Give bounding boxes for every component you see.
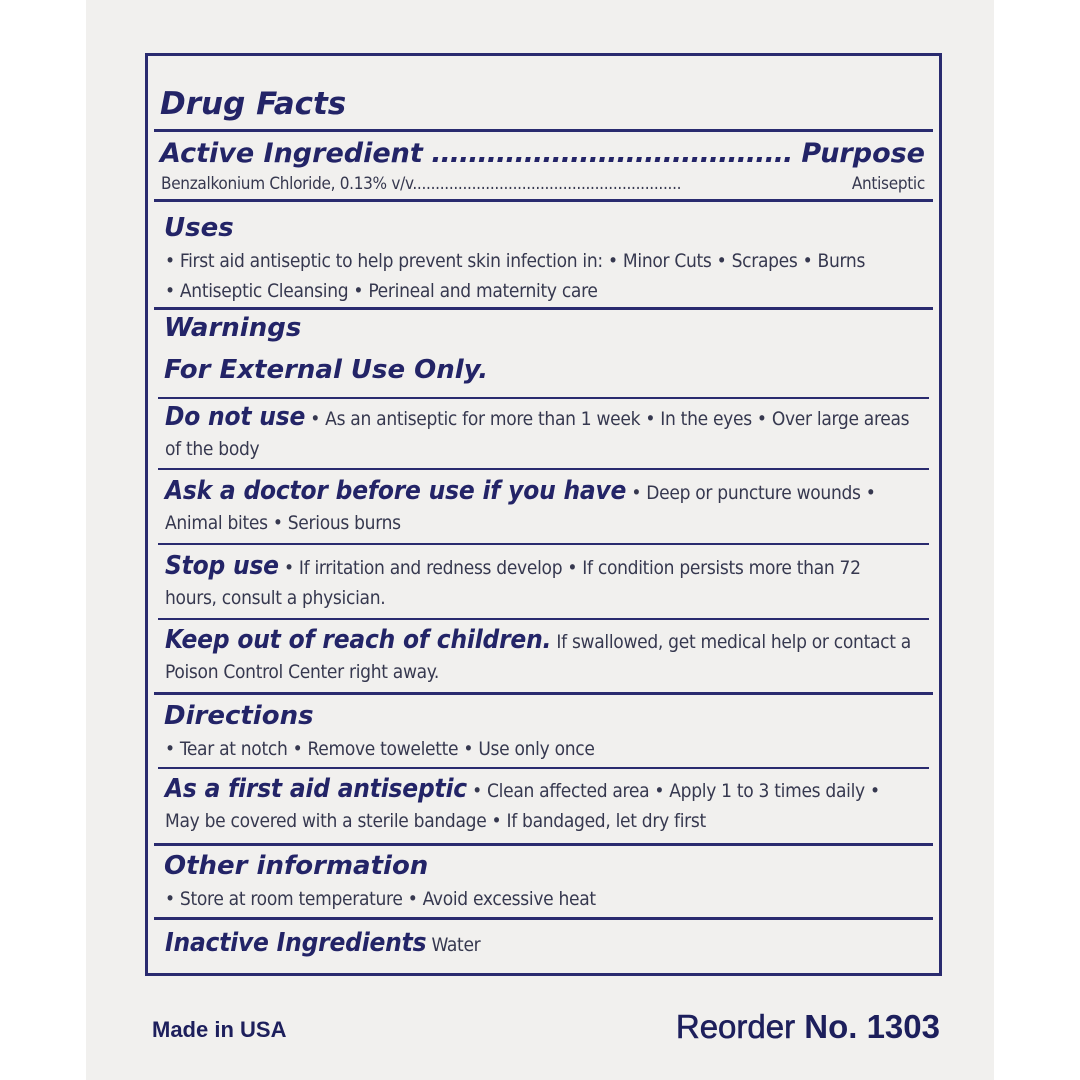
inactive-block [165, 926, 929, 962]
first-aid-block [165, 774, 899, 836]
other-info-heading: Other information [164, 851, 429, 881]
divider [154, 129, 933, 132]
ask-doctor-heading: Ask a doctor before use if you have [165, 476, 627, 506]
active-ingredient-heading [160, 138, 792, 169]
keep-out-heading: Keep out of reach of children. [165, 625, 552, 655]
do-not-use-block [165, 402, 929, 464]
ask-doctor-block [165, 476, 929, 538]
other-info-text: • Store at room temperature • Avoid excessive heat [165, 888, 596, 910]
do-not-use-heading: Do not use [165, 402, 306, 432]
divider [158, 767, 929, 769]
reorder-number: No. 1303 [804, 1008, 940, 1045]
ingredient-name: Benzalkonium Chloride, 0.13% v/v [161, 174, 413, 194]
uses-line-2: • Antiseptic Cleansing • Perineal and maternity care [165, 280, 598, 302]
divider [154, 843, 933, 846]
ask-doctor-text: • Deep or puncture wounds • Animal bites • Serious burns [165, 482, 876, 534]
inactive-text: Water [426, 934, 481, 956]
divider [154, 917, 933, 920]
divider [154, 307, 933, 310]
active-ingredient-dots: ....................................... [422, 138, 793, 169]
ingredient-purpose: Antiseptic [851, 174, 925, 194]
stop-use-block [165, 551, 899, 613]
directions-text: • Tear at notch • Remove towelette • Use only once [165, 738, 595, 760]
ingredient-line [161, 171, 759, 197]
purpose-heading: Purpose [801, 138, 925, 169]
uses-line-1: • First aid antiseptic to help prevent skin infection in: • Minor Cuts • Scrapes • Burns [165, 250, 866, 272]
first-aid-heading: As a first aid antiseptic [165, 774, 467, 804]
keep-out-block [165, 625, 915, 687]
stop-use-text: • If irritation and redness develop • If condition persists more than 72 hours, consult a physician. [165, 557, 861, 609]
inactive-heading: Inactive Ingredients [165, 928, 427, 958]
reorder-label [676, 1008, 940, 1046]
divider [158, 618, 929, 620]
first-aid-text: • Clean affected area • Apply 1 to 3 times daily • May be covered with a sterile bandage • If bandaged, let dry first [165, 780, 880, 832]
reorder-prefix: Reorder [675, 1008, 805, 1045]
drug-facts-panel [145, 53, 942, 976]
divider [158, 397, 929, 399]
stop-use-heading: Stop use [165, 551, 279, 581]
divider [154, 199, 933, 202]
panel-title: Drug Facts [160, 86, 347, 122]
divider [154, 692, 933, 695]
keep-out-text: If swallowed, get medical help or contact a Poison Control Center right away. [165, 631, 911, 683]
external-use-heading: For External Use Only. [164, 355, 489, 385]
active-ingredient-label: Active Ingredient [160, 138, 423, 169]
directions-heading: Directions [164, 701, 314, 731]
divider [158, 468, 929, 470]
do-not-use-text: • As an antiseptic for more than 1 week • In the eyes • Over large areas of the body [165, 408, 910, 460]
warnings-heading: Warnings [164, 313, 302, 343]
made-in-label: Made in USA [152, 1017, 287, 1042]
uses-heading: Uses [164, 213, 234, 243]
divider [158, 543, 929, 545]
ingredient-dots: ........................................................... [412, 174, 682, 194]
